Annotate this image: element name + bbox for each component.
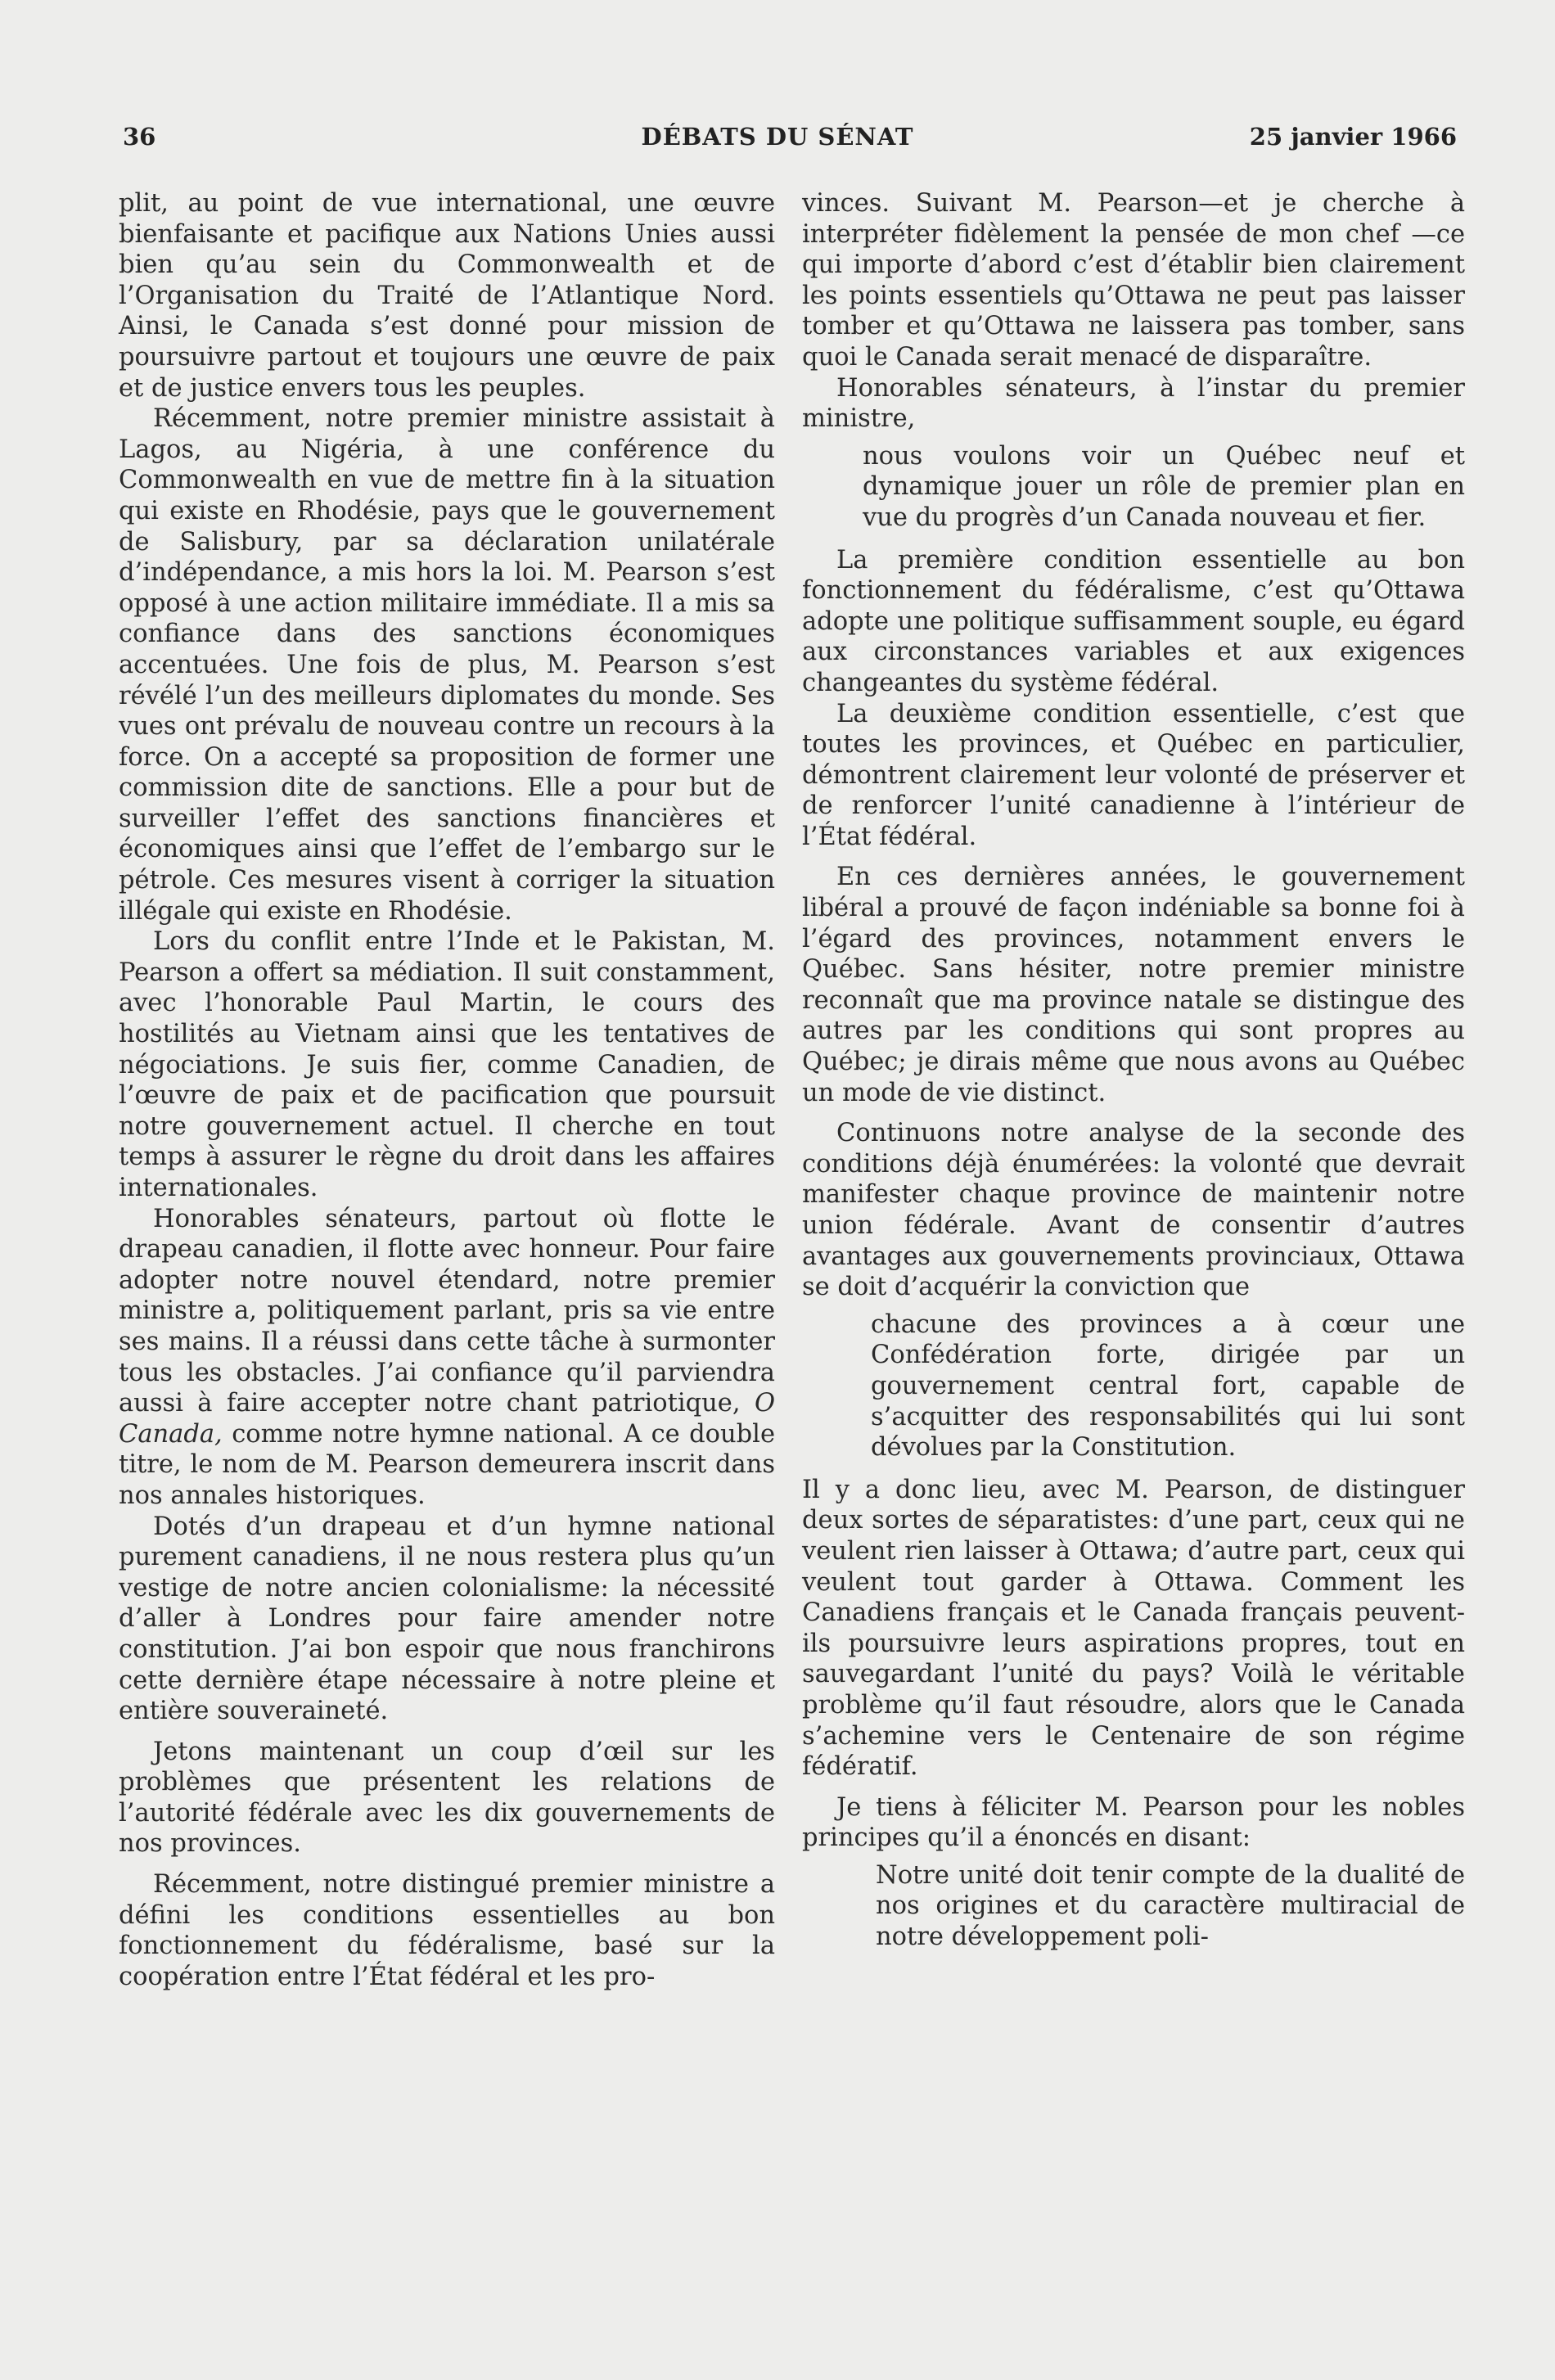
paragraph (119, 1204, 775, 1512)
paragraph: Il y a donc lieu, avec M. Pearson, de distinguer deux sortes de séparatistes: d’une part, ceux qui ne veulent rien laisser à Ottawa; d’autre part, ceux qui veulent tout garder à Ottawa. Comment les Canadiens français et le Canada français peuvent-ils poursuivre leurs aspirations propres, tout en sauvegardant l’unité du pays? Voilà le véritable problème qu’il faut résoudre, alors que le Canada s’achemine vers le Centenaire de son régime fédératif. (802, 1475, 1465, 1782)
paragraph-text: comme notre hymne national. A ce double titre, le nom de M. Pearson demeurera inscrit dans nos annales historiques. (119, 1419, 775, 1510)
block-quote: chacune des provinces a à cœur une Confédération forte, dirigée par un gouvernement central fort, capable de s’acquitter des responsabilités qui lui sont dévolues par la Constitution. (871, 1309, 1465, 1463)
page-header (0, 123, 1555, 156)
paragraph: Récemment, notre premier ministre assistait à Lagos, au Nigéria, à une conférence du Commonwealth en vue de mettre fin à la situation qui existe en Rhodésie, pays que le gouvernement de Salisbury, par sa déclaration unilatérale d’indépendance, a mis hors la loi. M. Pearson s’est opposé à une action militaire immédiate. Il a mis sa confiance dans des sanctions économiques accentuées. Une fois de plus, M. Pearson s’est révélé l’un des meilleurs diplomates du monde. Ses vues ont prévalu de nouveau contre un recours à la force. On a accepté sa proposition de former une commission dite de sanctions. Elle a pour but de surveiller l’effet des sanctions financières et économiques ainsi que l’effet de l’embargo sur le pétrole. Ces mesures visent à corriger la situation illégale qui existe en Rhodésie. (119, 404, 775, 926)
paragraph: Je tiens à féliciter M. Pearson pour les nobles principes qu’il a énoncés en disant: (802, 1792, 1465, 1853)
paragraph-text: Honorables sénateurs, partout où flotte le drapeau canadien, il flotte avec honneur. Pour faire adopter notre nouvel étendard, notre premier ministre a, politiquement parlant, pris sa vie entre ses mains. Il a réussi dans cette tâche à surmonter tous les obstacles. J’ai confiance qu’il parviendra aussi à faire accepter notre chant patriotique, (119, 1204, 775, 1418)
issue-date: 25 janvier 1966 (1249, 123, 1457, 151)
paragraph: Jetons maintenant un coup d’œil sur les problèmes que présentent les relations de l’autorité fédérale avec les dix gouvernements de nos provinces. (119, 1737, 775, 1859)
page-number: 36 (123, 123, 156, 151)
paragraph: Récemment, notre distingué premier ministre a défini les conditions essentielles au bon fonctionnement du fédéralisme, basé sur la coopération entre l’État fédéral et les pro- (119, 1870, 775, 1991)
paragraph: Dotés d’un drapeau et d’un hymne national purement canadiens, il ne nous restera plus qu’un vestige de notre ancien colonialisme: la nécessité d’aller à Londres pour faire amender notre constitution. J’ai bon espoir que nous franchirons cette dernière étape nécessaire à notre pleine et entière souveraineté. (119, 1512, 775, 1726)
block-quote: Notre unité doit tenir compte de la dualité de nos origines et du caractère multiracial de notre développement poli- (876, 1860, 1465, 1952)
journal-title: DÉBATS DU SÉNAT (641, 123, 914, 151)
anthem-title: O Canada, (119, 1389, 775, 1449)
right-column (802, 188, 1465, 1964)
paragraph: plit, au point de vue international, une œuvre bienfaisante et pacifique aux Nations Unies aussi bien qu’au sein du Commonwealth et de l’Organisation du Traité de l’Atlantique Nord. Ainsi, le Canada s’est donné pour mission de poursuivre partout et toujours une œuvre de paix et de justice envers tous les peuples. (119, 189, 775, 403)
paragraph: La deuxième condition essentielle, c’est que toutes les provinces, et Québec en particulier, démontrent clairement leur volonté de préserver et de renforcer l’unité canadienne à l’intérieur de l’État fédéral. (802, 699, 1465, 851)
paragraph: Honorables sénateurs, à l’instar du premier ministre, (802, 373, 1465, 434)
paragraph: En ces dernières années, le gouvernement libéral a prouvé de façon indéniable sa bonne foi à l’égard des provinces, notamment envers le Québec. Sans hésiter, notre premier ministre reconnaît que ma province natale se distingue des autres par les conditions qui sont propres au Québec; je dirais même que nous avons au Québec un mode de vie distinct. (802, 863, 1465, 1107)
left-column (119, 188, 775, 1992)
paragraph: Lors du conflit entre l’Inde et le Pakistan, M. Pearson a offert sa médiation. Il suit constamment, avec l’honorable Paul Martin, le cours des hostilités au Vietnam ainsi que les tentatives de négociations. Je suis fier, comme Canadien, de l’œuvre de paix et de pacification que poursuit notre gouvernement actuel. Il cherche en tout temps à assurer le règne du droit dans les affaires internationales. (119, 927, 775, 1202)
paragraph: Continuons notre analyse de la seconde des conditions déjà énumérées: la volonté que devrait manifester chaque province de maintenir notre union fédérale. Avant de consentir d’autres avantages aux gouvernements provinciaux, Ottawa se doit d’acquérir la conviction que (802, 1119, 1465, 1302)
block-quote: nous voulons voir un Québec neuf et dynamique jouer un rôle de premier plan en vue du progrès d’un Canada nouveau et fier. (863, 441, 1465, 532)
paragraph: La première condition essentielle au bon fonctionnement du fédéralisme, c’est qu’Ottawa adopte une politique suffisamment souple, eu égard aux circonstances variables et aux exigences changeantes du système fédéral. (802, 545, 1465, 697)
paragraph: vinces. Suivant M. Pearson—et je cherche à interpréter fidèlement la pensée de mon chef —ce qui importe d’abord c’est d’établir bien clairement les points essentiels qu’Ottawa ne peut pas laisser tomber et qu’Ottawa ne laissera pas tomber, sans quoi le Canada serait menacé de disparaître. (802, 189, 1465, 372)
